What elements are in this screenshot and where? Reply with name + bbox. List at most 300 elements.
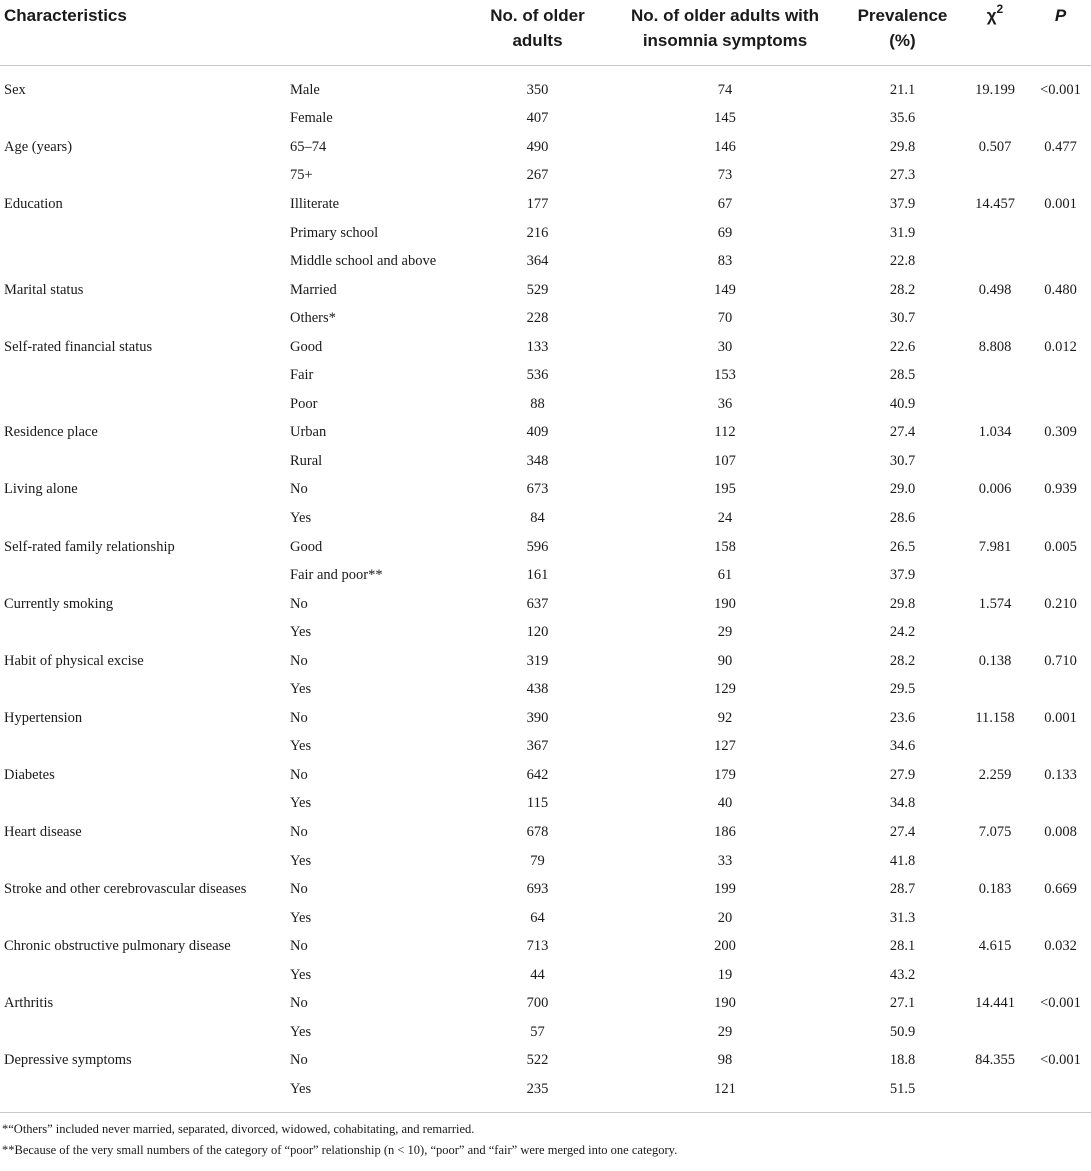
cell-chi-square (960, 561, 1030, 590)
cell-p-value: 0.210 (1044, 595, 1077, 612)
cell-insomnia-count: 74 (717, 81, 733, 98)
cell-chi-square (960, 361, 1030, 390)
cell-prevalence: 41.8 (889, 852, 916, 869)
cell-chi-square: 11.158 (975, 709, 1015, 726)
header-chi-symbol: χ (986, 6, 997, 25)
header-category (290, 0, 470, 66)
cell-characteristic (0, 219, 290, 248)
cell-category: Middle school and above (290, 253, 437, 270)
header-chi-superscript: 2 (996, 2, 1004, 16)
cell-category: Good (290, 338, 323, 355)
cell-prevalence: 29.5 (889, 681, 916, 698)
cell-prevalence: 24.2 (889, 624, 916, 641)
cell-characteristic (0, 390, 290, 419)
cell-insomnia-count: 69 (717, 224, 733, 241)
cell-chi-square: 1.574 (978, 595, 1012, 612)
cell-category: Yes (290, 681, 312, 698)
cell-characteristic (0, 675, 290, 704)
table-row (0, 390, 1091, 419)
cell-chi-square: 7.075 (978, 823, 1012, 840)
cell-prevalence: 43.2 (889, 966, 916, 983)
cell-chi-square: 8.808 (978, 338, 1012, 355)
table-row (0, 447, 1091, 476)
cell-older-adults: 364 (526, 253, 549, 270)
cell-characteristic (0, 304, 290, 333)
cell-characteristic: Heart disease (4, 823, 82, 840)
cell-prevalence: 26.5 (889, 538, 916, 555)
header-chi-square (960, 0, 1030, 66)
table-row (0, 476, 1091, 505)
cell-p-value: 0.012 (1044, 338, 1077, 355)
cell-prevalence: 29.0 (889, 481, 916, 498)
cell-chi-square: 2.259 (978, 766, 1012, 783)
cell-chi-square: 0.507 (978, 138, 1012, 155)
cell-characteristic (0, 1075, 290, 1112)
cell-prevalence: 27.4 (889, 823, 916, 840)
cell-chi-square (960, 162, 1030, 191)
header-prevalence-line2: (%) (889, 31, 916, 50)
cell-characteristic: Depressive symptoms (4, 1052, 132, 1069)
cell-older-adults: 115 (526, 795, 549, 812)
cell-characteristic (0, 790, 290, 819)
cell-characteristic: Marital status (4, 281, 84, 298)
cell-older-adults: 84 (530, 509, 545, 526)
cell-characteristic (0, 733, 290, 762)
header-row (0, 0, 1091, 66)
cell-category: No (290, 766, 308, 783)
cell-characteristic (0, 361, 290, 390)
cell-chi-square (960, 961, 1030, 990)
cell-characteristic: Self-rated financial status (4, 338, 153, 355)
header-prevalence-line1: Prevalence (857, 6, 948, 25)
cell-p-value: 0.005 (1044, 538, 1077, 555)
cell-p-value: 0.309 (1044, 424, 1077, 441)
table-row (0, 1075, 1091, 1112)
cell-category: Yes (290, 909, 312, 926)
table-row (0, 961, 1091, 990)
cell-prevalence: 51.5 (889, 1080, 916, 1097)
cell-p-value (1030, 1018, 1091, 1047)
cell-prevalence: 28.5 (889, 367, 916, 384)
cell-prevalence: 37.9 (889, 195, 916, 212)
cell-insomnia-count: 70 (717, 310, 733, 327)
cell-chi-square: 84.355 (975, 1052, 1015, 1069)
cell-older-adults: 367 (526, 738, 549, 755)
footnotes (0, 1113, 1091, 1161)
cell-category: Rural (290, 452, 323, 469)
cell-p-value: 0.133 (1044, 766, 1077, 783)
cell-prevalence: 35.6 (889, 110, 916, 127)
header-older-adults (470, 0, 605, 66)
cell-p-value: 0.669 (1044, 881, 1077, 898)
table-row (0, 247, 1091, 276)
cell-p-value (1030, 361, 1091, 390)
cell-chi-square (960, 847, 1030, 876)
table-row (0, 419, 1091, 448)
cell-insomnia-count: 146 (714, 138, 736, 155)
cell-prevalence: 34.6 (889, 738, 916, 755)
cell-characteristic: Education (4, 195, 63, 212)
cell-characteristic: Currently smoking (4, 595, 114, 612)
cell-prevalence: 28.2 (889, 281, 916, 298)
table-row (0, 704, 1091, 733)
cell-chi-square: 19.199 (975, 81, 1015, 98)
cell-chi-square (960, 219, 1030, 248)
cell-older-adults: 161 (526, 567, 549, 584)
cell-older-adults: 79 (530, 852, 545, 869)
cell-characteristic: Age (years) (4, 138, 73, 155)
cell-p-value (1030, 790, 1091, 819)
cell-chi-square (960, 390, 1030, 419)
cell-prevalence: 27.4 (889, 424, 916, 441)
cell-chi-square: 7.981 (978, 538, 1012, 555)
cell-older-adults: 228 (526, 310, 549, 327)
cell-older-adults: 88 (530, 395, 545, 412)
cell-insomnia-count: 129 (714, 681, 736, 698)
footnote-relationship: **Because of the very small numbers of the category of “poor” relationship (n < 10), “poor” and “fair” were merged into one category. (2, 1142, 678, 1157)
cell-older-adults: 713 (526, 938, 549, 955)
cell-insomnia-count: 83 (717, 253, 733, 270)
table-row (0, 875, 1091, 904)
cell-p-value: <0.001 (1040, 81, 1081, 98)
cell-characteristic (0, 904, 290, 933)
cell-p-value (1030, 390, 1091, 419)
cell-chi-square (960, 790, 1030, 819)
cell-prevalence: 30.7 (889, 310, 916, 327)
header-insomnia-line2: insomnia symptoms (642, 31, 808, 50)
cell-category: Fair (290, 367, 314, 384)
table-row (0, 904, 1091, 933)
cell-older-adults: 642 (526, 766, 549, 783)
cell-chi-square (960, 904, 1030, 933)
cell-older-adults: 637 (526, 595, 549, 612)
cell-older-adults: 44 (530, 966, 545, 983)
cell-older-adults: 678 (526, 823, 549, 840)
cell-chi-square (960, 105, 1030, 134)
cell-insomnia-count: 29 (717, 1023, 733, 1040)
cell-insomnia-count: 73 (717, 167, 733, 184)
cell-p-value: 0.710 (1044, 652, 1077, 669)
cell-characteristic (0, 1018, 290, 1047)
cell-older-adults: 490 (526, 138, 549, 155)
cell-older-adults: 407 (526, 110, 549, 127)
cell-insomnia-count: 98 (717, 1052, 733, 1069)
cell-p-value: 0.008 (1044, 823, 1077, 840)
cell-characteristic (0, 961, 290, 990)
table-row (0, 190, 1091, 219)
cell-category: No (290, 595, 308, 612)
cell-chi-square (960, 733, 1030, 762)
cell-category: Yes (290, 1023, 312, 1040)
cell-category: Yes (290, 738, 312, 755)
cell-insomnia-count: 36 (717, 395, 733, 412)
cell-p-value: 0.032 (1044, 938, 1077, 955)
cell-prevalence: 28.1 (889, 938, 916, 955)
cell-characteristic: Habit of physical excise (4, 652, 144, 669)
cell-category: Fair and poor** (290, 567, 383, 584)
cell-category: Good (290, 538, 323, 555)
cell-insomnia-count: 149 (714, 281, 736, 298)
cell-category: Yes (290, 509, 312, 526)
cell-older-adults: 177 (526, 195, 549, 212)
cell-older-adults: 120 (526, 624, 549, 641)
cell-p-value (1030, 618, 1091, 647)
cell-prevalence: 23.6 (889, 709, 916, 726)
header-prevalence (845, 0, 960, 66)
cell-insomnia-count: 19 (717, 966, 733, 983)
cell-prevalence: 40.9 (889, 395, 916, 412)
cell-p-value (1030, 447, 1091, 476)
cell-prevalence: 28.6 (889, 509, 916, 526)
cell-prevalence: 29.8 (889, 595, 916, 612)
table-row (0, 361, 1091, 390)
cell-insomnia-count: 33 (717, 852, 733, 869)
table-row (0, 618, 1091, 647)
cell-chi-square: 0.498 (978, 281, 1012, 298)
cell-category: Male (290, 81, 320, 98)
cell-older-adults: 133 (526, 338, 549, 355)
cell-p-value: 0.477 (1044, 138, 1077, 155)
cell-insomnia-count: 24 (717, 509, 733, 526)
cell-insomnia-count: 158 (714, 538, 736, 555)
cell-older-adults: 348 (526, 452, 549, 469)
cell-older-adults: 693 (526, 881, 549, 898)
cell-prevalence: 27.3 (889, 167, 916, 184)
cell-p-value (1030, 219, 1091, 248)
cell-category: Yes (290, 852, 312, 869)
cell-category: Yes (290, 795, 312, 812)
cell-older-adults: 319 (526, 652, 549, 669)
table-row (0, 276, 1091, 305)
cell-chi-square: 14.457 (975, 195, 1015, 212)
cell-chi-square: 4.615 (978, 938, 1012, 955)
cell-insomnia-count: 145 (714, 110, 736, 127)
header-older-adults-line2: adults (512, 31, 563, 50)
cell-p-value (1030, 675, 1091, 704)
cell-characteristic (0, 162, 290, 191)
cell-category: Illiterate (290, 195, 340, 212)
table-row (0, 133, 1091, 162)
cell-characteristic: Self-rated family relationship (4, 538, 175, 555)
header-characteristics-label: Characteristics (4, 6, 127, 25)
cell-insomnia-count: 112 (714, 424, 736, 441)
cell-characteristic: Hypertension (4, 709, 83, 726)
cell-insomnia-count: 121 (714, 1080, 736, 1097)
table-row (0, 761, 1091, 790)
cell-insomnia-count: 186 (714, 823, 736, 840)
cell-category: No (290, 652, 308, 669)
cell-insomnia-count: 190 (714, 995, 736, 1012)
cell-p-value (1030, 162, 1091, 191)
cell-p-value (1030, 847, 1091, 876)
table-row (0, 590, 1091, 619)
header-p-value (1030, 0, 1091, 66)
table-row (0, 647, 1091, 676)
header-p-label: P (1054, 6, 1067, 25)
table-body (0, 66, 1091, 1112)
cell-characteristic (0, 247, 290, 276)
cell-characteristic: Residence place (4, 424, 98, 441)
cell-chi-square: 1.034 (978, 424, 1012, 441)
table-row (0, 105, 1091, 134)
cell-older-adults: 216 (526, 224, 549, 241)
cell-insomnia-count: 107 (714, 452, 736, 469)
cell-older-adults: 350 (526, 81, 549, 98)
cell-older-adults: 438 (526, 681, 549, 698)
cell-p-value: 0.939 (1044, 481, 1077, 498)
cell-p-value (1030, 561, 1091, 590)
table-row (0, 304, 1091, 333)
cell-older-adults: 235 (526, 1080, 549, 1097)
cell-p-value (1030, 733, 1091, 762)
table-row (0, 818, 1091, 847)
cell-insomnia-count: 40 (717, 795, 733, 812)
cell-characteristic (0, 105, 290, 134)
cell-characteristic (0, 447, 290, 476)
cell-chi-square: 14.441 (975, 995, 1015, 1012)
cell-chi-square (960, 504, 1030, 533)
cell-characteristic: Living alone (4, 481, 78, 498)
cell-characteristic (0, 847, 290, 876)
cell-prevalence: 28.2 (889, 652, 916, 669)
cell-characteristic (0, 618, 290, 647)
cell-prevalence: 18.8 (889, 1052, 916, 1069)
cell-older-adults: 529 (526, 281, 549, 298)
cell-p-value (1030, 304, 1091, 333)
table-row (0, 333, 1091, 362)
cell-insomnia-count: 30 (717, 338, 733, 355)
cell-prevalence: 34.8 (889, 795, 916, 812)
cell-chi-square (960, 447, 1030, 476)
cell-insomnia-count: 200 (714, 938, 736, 955)
cell-prevalence: 31.3 (889, 909, 916, 926)
cell-p-value (1030, 1075, 1091, 1112)
table-row (0, 733, 1091, 762)
cell-older-adults: 673 (526, 481, 549, 498)
cell-category: No (290, 938, 308, 955)
cell-category: No (290, 881, 308, 898)
header-older-adults-line1: No. of older (490, 6, 585, 25)
cell-insomnia-count: 195 (714, 481, 736, 498)
cell-older-adults: 700 (526, 995, 549, 1012)
cell-prevalence: 28.7 (889, 881, 916, 898)
table-header (0, 0, 1091, 66)
cell-p-value: 0.001 (1044, 195, 1077, 212)
table-row (0, 990, 1091, 1019)
cell-older-adults: 57 (530, 1023, 545, 1040)
cell-p-value: 0.001 (1044, 709, 1077, 726)
cell-p-value (1030, 904, 1091, 933)
cell-insomnia-count: 61 (717, 567, 733, 584)
cell-insomnia-count: 29 (717, 624, 733, 641)
cell-older-adults: 267 (526, 167, 549, 184)
cell-category: Urban (290, 424, 327, 441)
cell-insomnia-count: 92 (717, 709, 733, 726)
table-row (0, 1047, 1091, 1076)
cell-category: Yes (290, 624, 312, 641)
cell-category: No (290, 709, 308, 726)
table-row (0, 847, 1091, 876)
table-row (0, 932, 1091, 961)
cell-insomnia-count: 199 (714, 881, 736, 898)
cell-category: 75+ (290, 167, 313, 184)
cell-p-value: 0.480 (1044, 281, 1077, 298)
cell-category: No (290, 995, 308, 1012)
cell-chi-square (960, 618, 1030, 647)
header-insomnia-count (605, 0, 845, 66)
cell-insomnia-count: 67 (717, 195, 733, 212)
cell-insomnia-count: 179 (714, 766, 736, 783)
cell-category: No (290, 1052, 308, 1069)
header-insomnia-line1: No. of older adults with (631, 6, 819, 25)
table-row (0, 533, 1091, 562)
cell-p-value (1030, 961, 1091, 990)
cell-chi-square (960, 1018, 1030, 1047)
cell-chi-square (960, 675, 1030, 704)
cell-prevalence: 21.1 (889, 81, 916, 98)
cell-insomnia-count: 190 (714, 595, 736, 612)
cell-prevalence: 31.9 (889, 224, 916, 241)
footnote-others: *“Others” included never married, separated, divorced, widowed, cohabitating, and remarried. (2, 1121, 475, 1136)
cell-characteristic: Chronic obstructive pulmonary disease (4, 938, 231, 955)
cell-older-adults: 522 (526, 1052, 549, 1069)
cell-prevalence: 27.9 (889, 766, 916, 783)
cell-chi-square: 0.006 (978, 481, 1012, 498)
table-row (0, 504, 1091, 533)
cell-older-adults: 596 (526, 538, 549, 555)
header-characteristics (0, 0, 290, 66)
cell-chi-square (960, 247, 1030, 276)
table-row (0, 675, 1091, 704)
cell-characteristic: Diabetes (4, 766, 55, 783)
cell-category: Primary school (290, 224, 379, 241)
cell-category: No (290, 823, 308, 840)
cell-prevalence: 22.6 (889, 338, 916, 355)
cell-category: Female (290, 110, 333, 127)
cell-prevalence: 30.7 (889, 452, 916, 469)
cell-chi-square: 0.183 (978, 881, 1012, 898)
cell-characteristic: Arthritis (4, 995, 54, 1012)
table-row (0, 1018, 1091, 1047)
cell-older-adults: 390 (526, 709, 549, 726)
cell-older-adults: 536 (526, 367, 549, 384)
cell-insomnia-count: 20 (717, 909, 733, 926)
cell-p-value (1030, 247, 1091, 276)
cell-category: Others* (290, 310, 336, 327)
cell-prevalence: 27.1 (889, 995, 916, 1012)
table-row (0, 162, 1091, 191)
cell-category: Yes (290, 1080, 312, 1097)
cell-p-value: <0.001 (1040, 1052, 1081, 1069)
cell-insomnia-count: 127 (714, 738, 736, 755)
cell-category: Poor (290, 395, 318, 412)
cell-characteristic: Sex (4, 81, 26, 98)
cell-prevalence: 29.8 (889, 138, 916, 155)
cell-p-value (1030, 504, 1091, 533)
cell-prevalence: 50.9 (889, 1023, 916, 1040)
cell-characteristic: Stroke and other cerebrovascular diseases (4, 881, 247, 898)
table-row (0, 561, 1091, 590)
cell-p-value: <0.001 (1040, 995, 1081, 1012)
cell-category: Married (290, 281, 337, 298)
cell-p-value (1030, 105, 1091, 134)
cell-characteristic (0, 561, 290, 590)
cell-older-adults: 409 (526, 424, 549, 441)
table-row (0, 66, 1091, 105)
cell-category: 65–74 (290, 138, 327, 155)
cell-category: No (290, 481, 308, 498)
cell-older-adults: 64 (530, 909, 545, 926)
